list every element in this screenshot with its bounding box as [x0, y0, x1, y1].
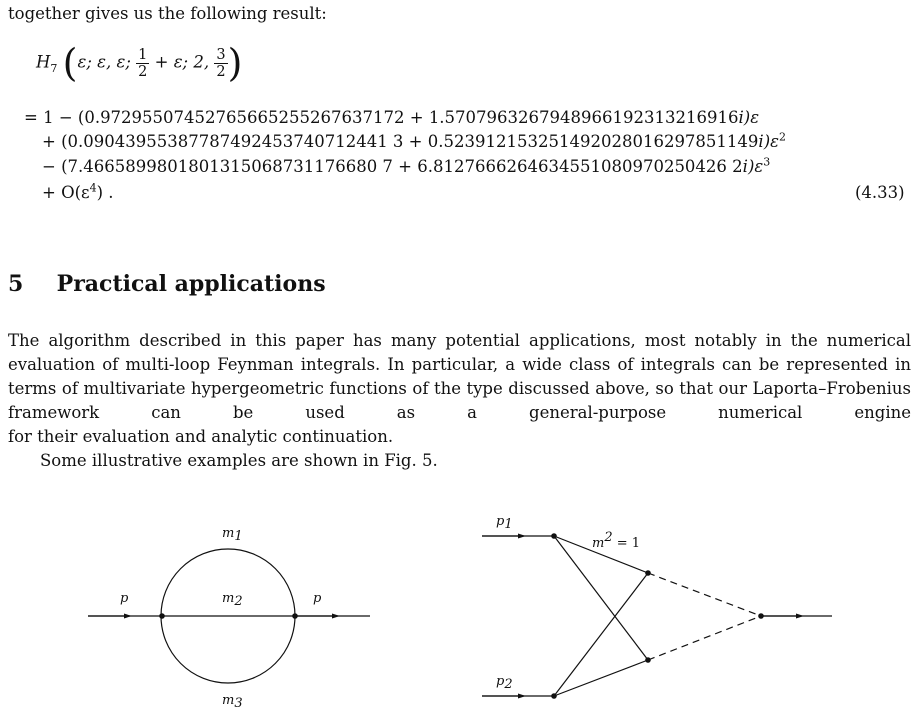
figure-right-diagram: [460, 505, 919, 711]
line4-text: + O(ε: [42, 183, 90, 202]
label-p2: p2: [496, 674, 513, 692]
body-paragraph-1: [8, 329, 911, 449]
label-p-out: p: [313, 591, 322, 606]
dashed-edge-bottom: [648, 616, 761, 660]
line4-exp: 4: [89, 181, 97, 195]
line1-text: = 1 − (0.97295507452765665255267637172 + 1.5707963267948966192313216916: [24, 108, 739, 127]
line1-imag: i: [738, 108, 744, 127]
label-m3: m3: [222, 693, 243, 711]
figure-left-diagram: [0, 505, 460, 711]
line2-text: + (0.09043955387787492453740712441 3 + 0.523912153251492028016297851149: [42, 132, 759, 151]
vertex-bottom-left: [551, 693, 557, 699]
function-index: 7: [50, 61, 58, 75]
paragraph1-text: The algorithm described in this paper has many potential applications, most notably in the numerical evaluation of multi-loop Feynman integrals. In particular, a wide class of integrals can be represented in terms of multivariate hypergeometric functions of the type discussed above, so that our Laporta–Frobenius framework can be used as a general-purpose numerical engine: [8, 331, 911, 422]
fraction-one-half: $\frac{1}{2}$: [138, 46, 148, 80]
line2-exp: 2: [779, 130, 786, 144]
line3-text: − (7.4665899801801315068731176680 7 + 6.8127666264634551080970250426 2: [42, 157, 743, 176]
line3-end: )ε: [747, 157, 764, 176]
vertex-top-right: [645, 570, 651, 576]
label-mass: m2 = 1: [592, 530, 641, 551]
intro-line: together gives us the following result:: [8, 4, 327, 23]
args-a: ε; ε, ε;: [77, 52, 137, 72]
equation-number: (4.33): [855, 183, 905, 202]
function-symbol: H: [36, 52, 51, 72]
label-m2: m2: [222, 591, 243, 609]
line3-exp: 3: [763, 155, 771, 169]
equation-line-4: [42, 183, 114, 202]
vertex-bottom-right: [645, 657, 651, 663]
vertex-left: [159, 613, 165, 619]
equation-line-2: [42, 132, 786, 151]
vertex-top-left: [551, 533, 557, 539]
body-paragraph-2: Some illustrative examples are shown in Fig. 5.: [40, 451, 438, 470]
fraction-three-half: $\frac{3}{2}$: [216, 46, 226, 80]
paragraph1-last-line: for their evaluation and analytic continuation.: [8, 427, 394, 446]
label-p-in: p: [120, 591, 129, 606]
open-paren: (: [62, 41, 78, 85]
line2-imag: i: [758, 132, 764, 151]
close-paren: ): [227, 41, 243, 85]
args-b: + ε; 2,: [149, 52, 215, 72]
section-title: Practical applications: [56, 271, 326, 297]
vertex-out: [758, 613, 764, 619]
line1-end: )ε: [743, 108, 760, 127]
vertex-right: [292, 613, 298, 619]
label-m1: m1: [222, 526, 243, 544]
equation-line-3: [42, 157, 770, 176]
equation-lhs: [36, 41, 243, 85]
line2-end: )ε: [763, 132, 779, 151]
label-p1: p1: [496, 514, 513, 532]
line3-imag: i: [742, 157, 748, 176]
line4-end: ) .: [96, 183, 114, 202]
dashed-edge-top: [648, 573, 761, 616]
section-number: 5: [8, 271, 24, 297]
section-heading: [8, 271, 326, 297]
equation-line-1: [24, 108, 759, 127]
